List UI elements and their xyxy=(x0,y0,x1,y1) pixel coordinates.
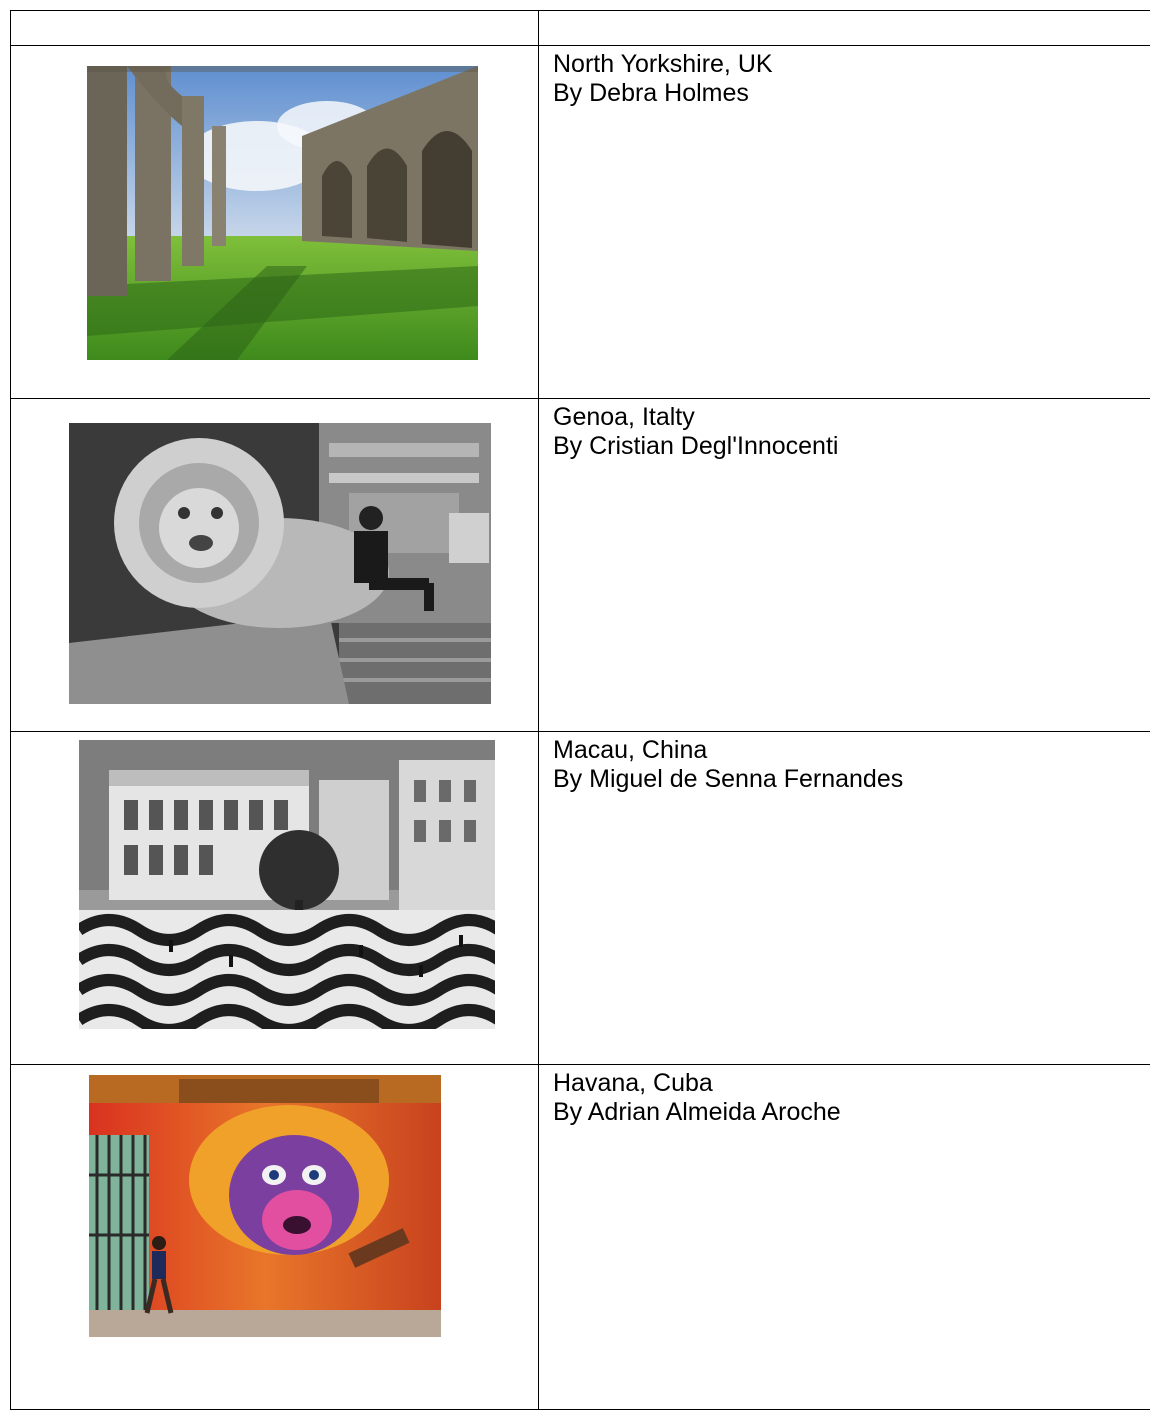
table-row xyxy=(11,732,1150,1065)
header-cell-caption xyxy=(539,11,1150,46)
location-label: Genoa, Italty xyxy=(553,403,1150,432)
header-cell-image xyxy=(11,11,539,46)
caption-cell xyxy=(539,399,1150,732)
credit-label: By Debra Holmes xyxy=(553,79,1150,108)
image-cell xyxy=(11,732,539,1065)
location-label: Macau, China xyxy=(553,736,1150,765)
table-row xyxy=(11,1065,1150,1410)
lion-statue-photo xyxy=(69,423,491,704)
wave-pavement-square-photo xyxy=(79,740,495,1029)
table-row xyxy=(11,46,1150,399)
image-cell xyxy=(11,46,539,399)
graffiti-mural-photo xyxy=(89,1075,441,1337)
photo-credits-table xyxy=(10,10,1150,1410)
location-label: Havana, Cuba xyxy=(553,1069,1150,1098)
credit-label: By Adrian Almeida Aroche xyxy=(553,1098,1150,1127)
credit-label: By Cristian Degl'Innocenti xyxy=(553,432,1150,461)
image-cell xyxy=(11,1065,539,1410)
image-cell xyxy=(11,399,539,732)
credit-label: By Miguel de Senna Fernandes xyxy=(553,765,1150,794)
table-header-row xyxy=(11,11,1150,46)
photo-caption xyxy=(539,1065,1150,1127)
location-label: North Yorkshire, UK xyxy=(553,50,1150,79)
abbey-ruins-photo xyxy=(87,66,478,360)
photo-caption xyxy=(539,46,1150,108)
table-row xyxy=(11,399,1150,732)
caption-cell xyxy=(539,732,1150,1065)
photo-caption xyxy=(539,399,1150,461)
photo-caption xyxy=(539,732,1150,794)
caption-cell xyxy=(539,46,1150,399)
caption-cell xyxy=(539,1065,1150,1410)
